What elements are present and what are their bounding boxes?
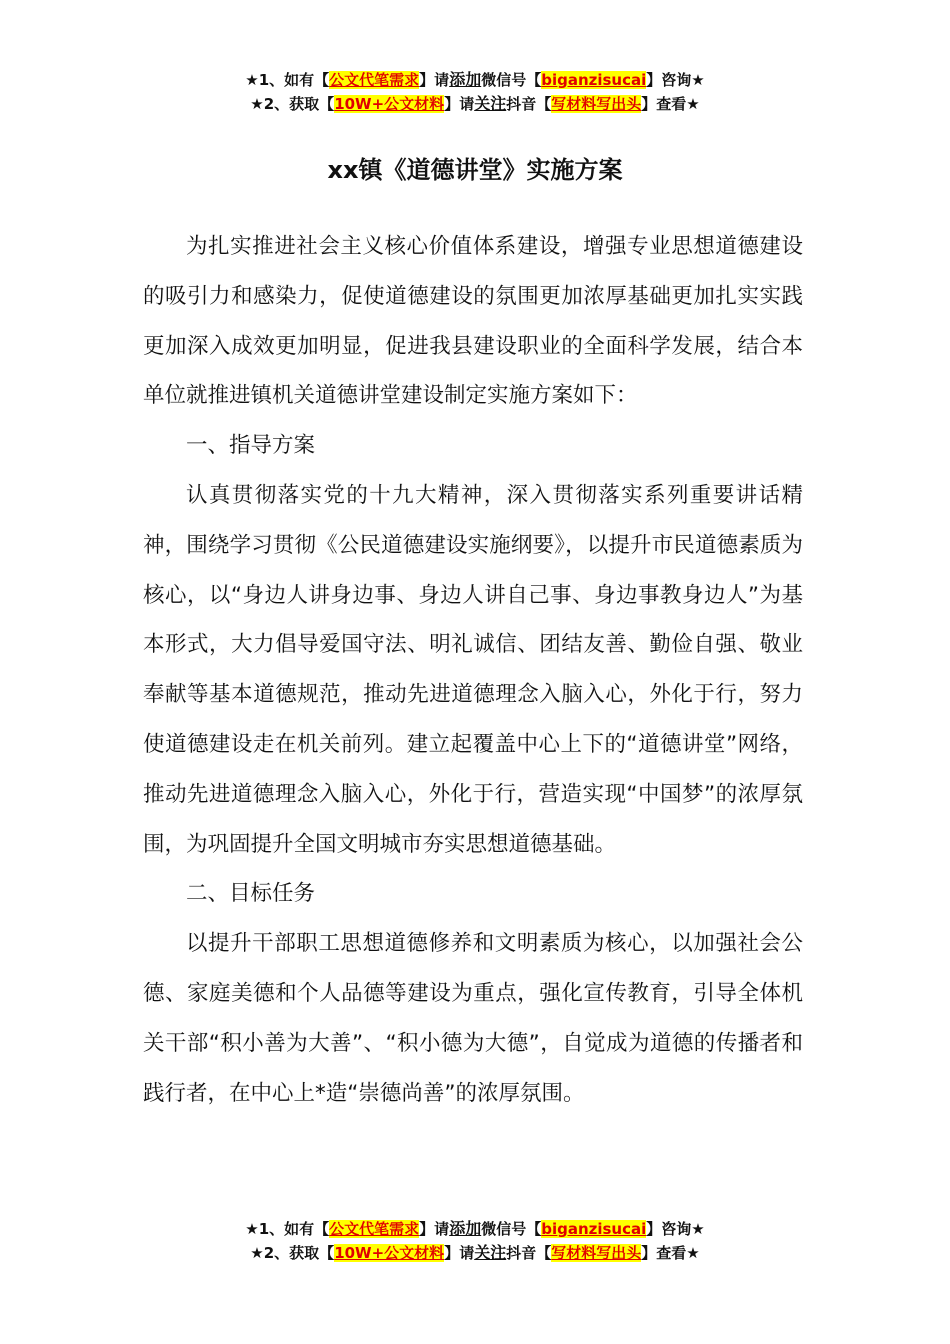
banner-emphasis: 关注 <box>474 1243 507 1262</box>
banner-emphasis: 添加 <box>449 70 482 89</box>
banner-emphasis: 关注 <box>474 94 507 113</box>
banner-text: 】咨询★ <box>646 71 705 89</box>
banner-text: 抖音【 <box>506 95 552 113</box>
banner-highlight: 10W+公文材料 <box>334 95 445 113</box>
footer-banner <box>0 1217 950 1265</box>
document-body <box>143 222 803 1118</box>
banner-text: 】咨询★ <box>646 1220 705 1238</box>
banner-line-2 <box>0 92 950 116</box>
banner-text: 】查看★ <box>641 95 700 113</box>
banner-text: ★1、如有【 <box>245 1220 330 1238</box>
intro-paragraph: 为扎实推进社会主义核心价值体系建设，增强专业思想道德建设的吸引力和感染力，促使道德建设的氛围更加浓厚基础更加扎实实践更加深入成效更加明显，促进我县建设职业的全面科学发展，结合本单位就推进镇机关道德讲堂建设制定实施方案如下： <box>143 234 803 409</box>
banner-emphasis: 添加 <box>449 1219 482 1238</box>
banner-highlight: 公文代笔需求 <box>329 71 420 89</box>
banner-text: 】请 <box>419 1220 450 1238</box>
banner-text: ★2、获取【 <box>250 95 335 113</box>
banner-text: 微信号【 <box>481 71 542 89</box>
banner-text: 】请 <box>444 1244 475 1262</box>
banner-text: 抖音【 <box>506 1244 552 1262</box>
banner-line-1 <box>0 68 950 92</box>
document-title: xx镇《道德讲堂》实施方案 <box>327 156 623 184</box>
banner-line-2 <box>0 1241 950 1265</box>
banner-text: 】查看★ <box>641 1244 700 1262</box>
banner-highlight-douyin: 写材料写出头 <box>551 1244 642 1262</box>
section-heading-2: 二、目标任务 <box>186 881 316 907</box>
banner-highlight-wechat: biganzisucai <box>541 71 647 89</box>
banner-text: 微信号【 <box>481 1220 542 1238</box>
banner-text: ★1、如有【 <box>245 71 330 89</box>
banner-highlight-douyin: 写材料写出头 <box>551 95 642 113</box>
banner-text: 】请 <box>444 95 475 113</box>
banner-highlight: 10W+公文材料 <box>334 1244 445 1262</box>
header-banner <box>0 68 950 116</box>
banner-line-1 <box>0 1217 950 1241</box>
section-paragraph-1: 认真贯彻落实党的十九大精神，深入贯彻落实系列重要讲话精神，围绕学习贯彻《公民道德建设实施纲要》，以提升市民道德素质为核心，以“身边人讲身边事、身边人讲自己事、身边事教身边人”为基本形式，大力倡导爱国守法、明礼诚信、团结友善、勤俭自强、敬业奉献等基本道德规范，推动先进道德理念入脑入心，外化于行，努力使道德建设走在机关前列。建立起覆盖中心上下的“道德讲堂”网络，推动先进道德理念入脑入心，外化于行，营造实现“中国梦”的浓厚氛围，为巩固提升全国文明城市夯实思想道德基础。 <box>143 482 803 857</box>
banner-text: 】请 <box>419 71 450 89</box>
section-heading-1: 一、指导方案 <box>186 433 316 459</box>
section-paragraph-2: 以提升干部职工思想道德修养和文明素质为核心，以加强社会公德、家庭美德和个人品德等建设为重点，强化宣传教育，引导全体机关干部“积小善为大善”、“积小德为大德”，自觉成为道德的传播者和践行者，在中心上*造“崇德尚善”的浓厚氛围。 <box>143 931 803 1106</box>
banner-text: ★2、获取【 <box>250 1244 335 1262</box>
banner-highlight: 公文代笔需求 <box>329 1220 420 1238</box>
banner-highlight-wechat: biganzisucai <box>541 1220 647 1238</box>
